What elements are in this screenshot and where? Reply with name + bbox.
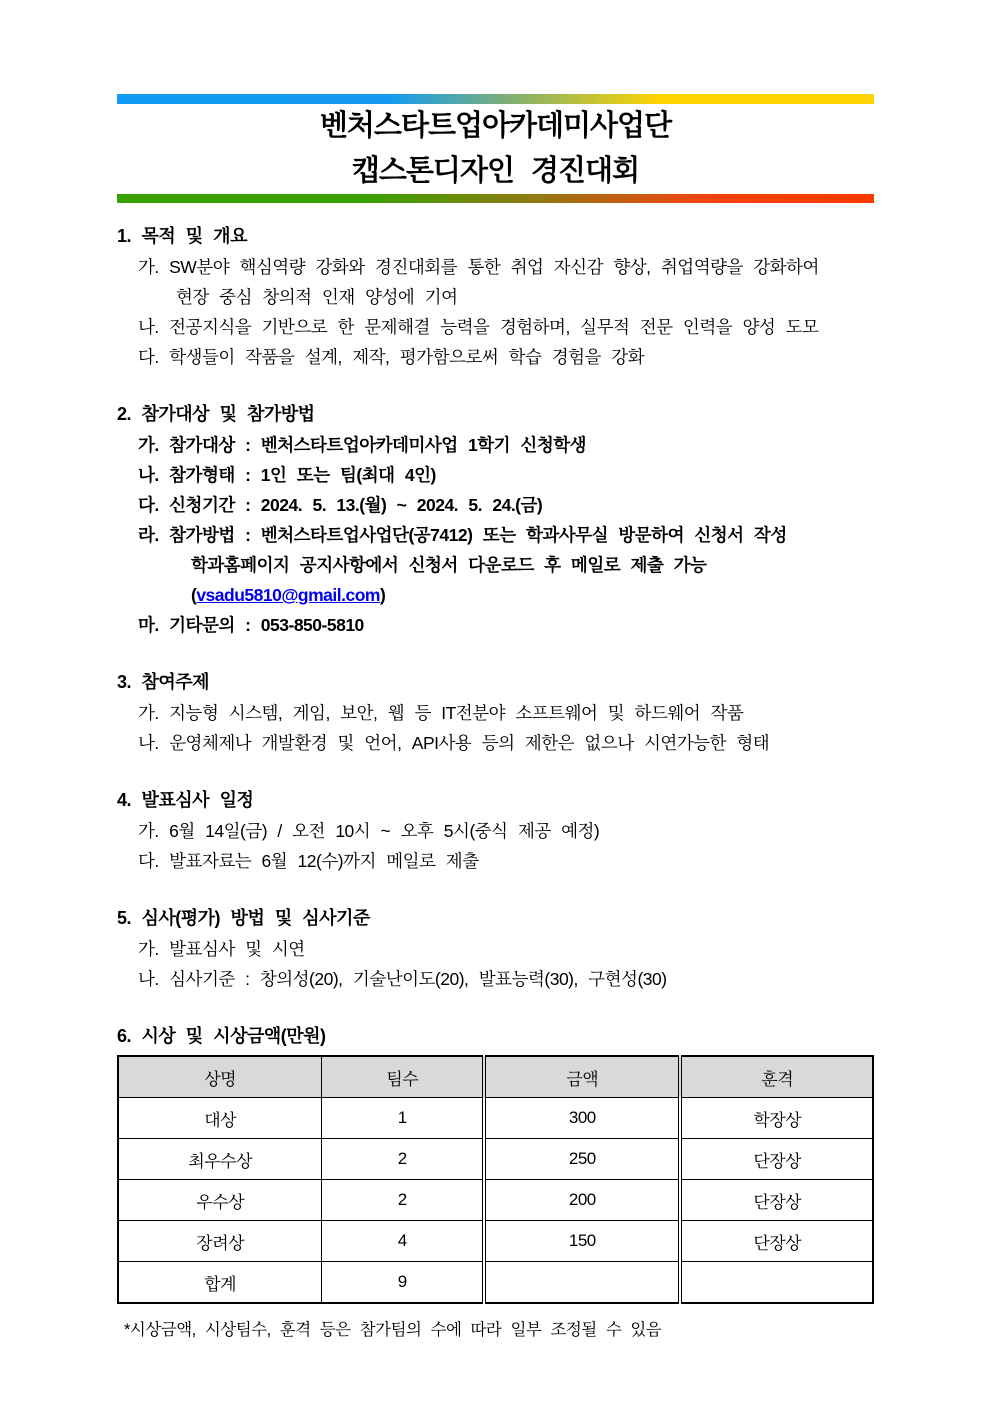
table-cell: 우수상 (118, 1180, 322, 1221)
section-3 (117, 666, 874, 758)
section-heading: 2. 참가대상 및 참가방법 (117, 404, 315, 424)
line-text: 학과홈페이지 공지사항에서 신청서 다운로드 후 메일로 제출 가능( (191, 555, 707, 605)
section-item-line (117, 550, 874, 610)
section-item-line: 나. 운영체제나 개발환경 및 언어, API사용 등의 제한은 없으나 시연가능한 형태 (138, 733, 770, 753)
section-item-line: 가. 발표심사 및 시연 (138, 939, 305, 959)
table-cell: 2 (322, 1180, 484, 1221)
table-cell: 150 (484, 1221, 680, 1262)
title-line-1: 벤처스타트업아카데미사업단 (319, 110, 672, 142)
footnote: *시상금액, 시상팀수, 훈격 등은 참가팀의 수에 따라 일부 조정될 수 있음 (124, 1321, 662, 1339)
document-title (117, 104, 874, 194)
table-cell: 1 (322, 1098, 484, 1139)
table-cell: 합계 (118, 1262, 322, 1304)
section-item-line: 가. 참가대상 : 벤처스타트업아카데미사업 1학기 신청학생 (138, 435, 587, 455)
table-header-row (118, 1056, 873, 1098)
table-cell: 250 (484, 1139, 680, 1180)
email-link[interactable]: vsadu5810@gmail.com (196, 585, 380, 605)
table-cell: 200 (484, 1180, 680, 1221)
table-header-cell: 훈격 (680, 1056, 873, 1098)
section-item-line: 나. 전공지식을 기반으로 한 문제해결 능력을 경험하며, 실무적 전문 인력을 양성 도모 (138, 317, 819, 337)
table-cell: 단장상 (680, 1221, 873, 1262)
table-cell: 단장상 (680, 1139, 873, 1180)
section-2 (117, 398, 874, 640)
section-5 (117, 902, 874, 994)
section-4 (117, 784, 874, 876)
table-cell: 단장상 (680, 1180, 873, 1221)
section-item-line: 나. 참가형태 : 1인 또는 팀(최대 4인) (138, 465, 436, 485)
table-row (118, 1139, 873, 1180)
section-heading: 1. 목적 및 개요 (117, 226, 247, 246)
section-heading: 3. 참여주제 (117, 672, 210, 692)
line-text-suffix: ) (379, 585, 386, 605)
table-row (118, 1180, 873, 1221)
section-item-line: 라. 참가방법 : 벤처스타트업사업단(공7412) 또는 학과사무실 방문하여 신청서 작성 (138, 525, 787, 545)
table-cell: 최우수상 (118, 1139, 322, 1180)
document-content (117, 94, 874, 1343)
section-item-line: 현장 중심 창의적 인재 양성에 기여 (176, 287, 458, 307)
top-gradient-bar (117, 94, 874, 104)
section-1 (117, 220, 874, 372)
table-row (118, 1098, 873, 1139)
table-row (118, 1221, 873, 1262)
table-cell: 장려상 (118, 1221, 322, 1262)
table-cell: 4 (322, 1221, 484, 1262)
title-line-2: 캡스톤디자인 경진대회 (351, 155, 640, 187)
section-item-line: 다. 신청기간 : 2024. 5. 13.(월) ~ 2024. 5. 24.(금) (138, 495, 543, 515)
award-table (117, 1055, 874, 1304)
section-item-line: 가. 지능형 시스템, 게임, 보안, 웹 등 IT전분야 소프트웨어 및 하드웨어 작품 (138, 703, 744, 723)
bottom-gradient-bar (117, 194, 874, 203)
table-cell (484, 1262, 680, 1304)
section-heading: 6. 시상 및 시상금액(만원) (117, 1026, 326, 1046)
section-item-line: 마. 기타문의 : 053-850-5810 (138, 615, 364, 635)
table-cell (680, 1262, 873, 1304)
section-heading: 5. 심사(평가) 방법 및 심사기준 (117, 908, 370, 928)
section-item-line: 가. 6월 14일(금) / 오전 10시 ~ 오후 5시(중식 제공 예정) (138, 821, 600, 841)
table-header-cell: 금액 (484, 1056, 680, 1098)
table-cell: 2 (322, 1139, 484, 1180)
section-item-line: 가. SW분야 핵심역량 강화와 경진대회를 통한 취업 자신감 향상, 취업역량을 강화하여 (138, 257, 819, 277)
section-item-line: 다. 학생들이 작품을 설계, 제작, 평가함으로써 학습 경험을 강화 (138, 347, 645, 367)
section-item-line: 나. 심사기준 : 창의성(20), 기술난이도(20), 발표능력(30), 구현성(30) (138, 969, 667, 989)
table-cell: 9 (322, 1262, 484, 1304)
table-row (118, 1262, 873, 1304)
table-cell: 300 (484, 1098, 680, 1139)
section-item-line: 다. 발표자료는 6월 12(수)까지 메일로 제출 (138, 851, 479, 871)
sections-container (117, 220, 874, 1052)
table-cell: 대상 (118, 1098, 322, 1139)
section-heading: 4. 발표심사 일정 (117, 790, 254, 810)
section-6 (117, 1020, 874, 1052)
table-cell: 학장상 (680, 1098, 873, 1139)
table-header-cell: 상명 (118, 1056, 322, 1098)
table-header-cell: 팀수 (322, 1056, 484, 1098)
